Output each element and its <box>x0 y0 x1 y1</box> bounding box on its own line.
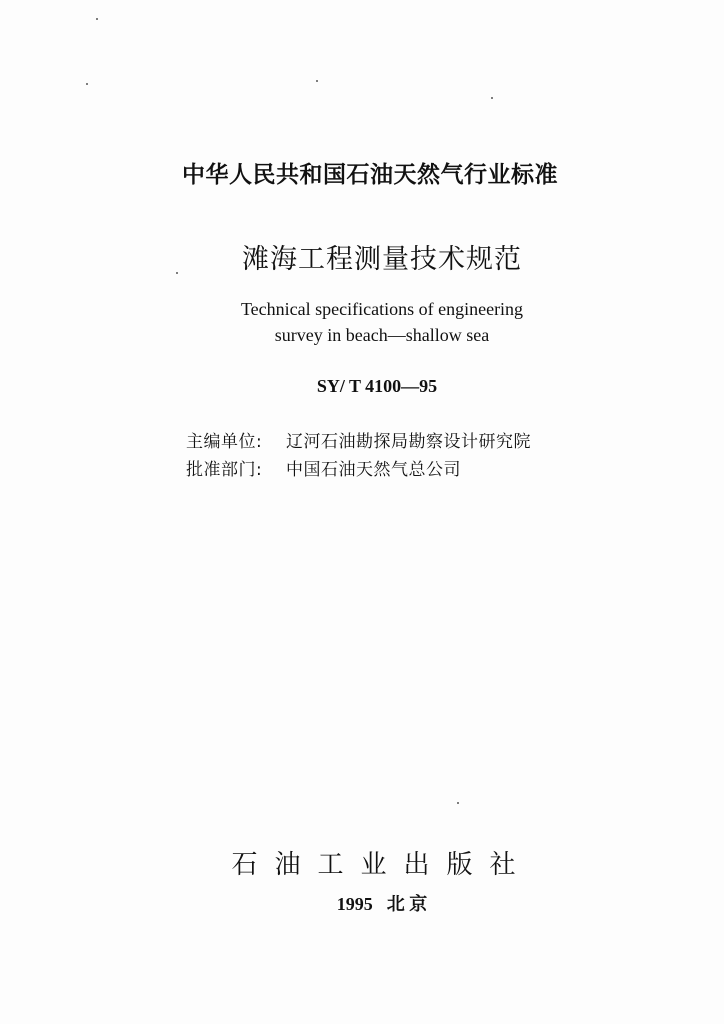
publication-city: 北 京 <box>386 894 428 914</box>
editor-label: 主编单位: <box>186 432 263 452</box>
publication-line <box>0 890 724 916</box>
title-english-line-2: survey in beach—shallow sea <box>274 325 490 345</box>
approver-row <box>186 455 461 480</box>
scan-speck <box>96 18 98 20</box>
document-title-english <box>0 296 724 348</box>
standard-number: SY/ T 4100—95 <box>316 376 438 396</box>
scan-speck <box>86 83 88 85</box>
publisher-name: 石油工业出版社 <box>231 850 533 880</box>
title-english-line-1: Technical specifications of engineering <box>240 299 524 319</box>
editor-row <box>186 427 531 452</box>
editor-value: 辽河石油勘探局勘察设计研究院 <box>286 432 531 452</box>
document-title-chinese: 滩海工程测量技术规范 <box>242 244 522 275</box>
scan-speck <box>316 80 318 82</box>
approver-value: 中国石油天然气总公司 <box>286 460 461 480</box>
approver-label: 批准部门: <box>186 460 263 480</box>
scan-speck <box>457 802 459 804</box>
standard-classification-heading: 中华人民共和国石油天然气行业标准 <box>182 162 558 188</box>
publication-year: 1995 <box>336 894 373 914</box>
scan-speck <box>491 97 493 99</box>
